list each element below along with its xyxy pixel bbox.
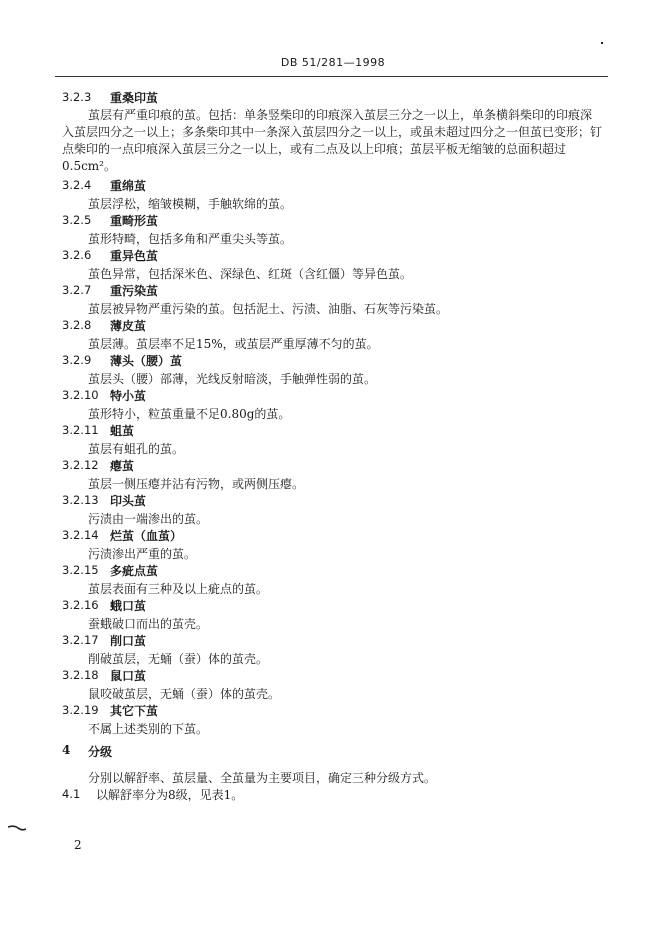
clause-number: 3.2.12: [62, 458, 99, 472]
page-number: 2: [74, 838, 82, 852]
clause-number: 3.2.13: [62, 493, 99, 507]
clause-description: 以解舒率分为8级，见表1。: [96, 788, 244, 802]
clause-description: 茧层头（腰）部薄，光线反射暗淡，手触弹性弱的茧。: [88, 372, 377, 386]
clause-number: 3.2.6: [62, 248, 92, 262]
clause-title: 削口茧: [110, 634, 147, 648]
clause-description: 污渍渗出严重的茧。: [88, 547, 197, 561]
clause-description: 茧层表面有三种及以上疵点的茧。: [88, 582, 269, 596]
clause-description: 茧层有蛆孔的茧。: [88, 442, 185, 456]
clause-title: 其它下茧: [110, 704, 159, 718]
clause-number: 3.2.8: [62, 318, 92, 332]
clause-title: 蛆茧: [110, 424, 135, 438]
scan-speck: [601, 42, 603, 44]
clause-title: 特小茧: [110, 389, 147, 403]
clause-description: 茧层一侧压瘪并沾有污物，或两侧压瘪。: [88, 477, 305, 491]
clause-description: 茧色异常，包括深米色、深绿色、红斑（含红僵）等异色茧。: [88, 267, 413, 281]
clause-title: 重异色茧: [110, 249, 159, 263]
clause-number: 3.2.3: [62, 90, 92, 104]
document-number-header: DB 51/281—1998: [280, 56, 386, 69]
clause-description: 蚕蛾破口而出的茧壳。: [88, 617, 209, 631]
clause-number: 3.2.5: [62, 213, 92, 227]
clause-number: 3.2.4: [62, 178, 92, 192]
clause-title: 鼠口茧: [110, 669, 147, 683]
clause-number: 3.2.16: [62, 598, 99, 612]
clause-text-line: 茧层有严重印痕的茧。包括：单条竖柴印的印痕深入茧层三分之一以上，单条横斜柴印的印痕深: [88, 108, 593, 122]
clause-description: 不属上述类别的下茧。: [88, 722, 209, 736]
clause-number: 3.2.10: [62, 388, 99, 402]
clause-number: 4.1: [62, 787, 81, 801]
clause-number: 3.2.15: [62, 563, 99, 577]
clause-description: 茧层薄。茧层率不足15%，或茧层严重厚薄不匀的茧。: [88, 337, 379, 351]
header-rule: [55, 76, 608, 77]
clause-text-line: 0.5cm²。: [62, 159, 116, 173]
clause-number: 3.2.19: [62, 703, 99, 717]
clause-title: 蛾口茧: [110, 599, 147, 613]
clause-description: 削破茧层，无蛹（蚕）体的茧壳。: [88, 652, 269, 666]
section-title: 分级: [88, 745, 113, 759]
clause-description: 污渍由一端渗出的茧。: [88, 512, 209, 526]
clause-title: 重污染茧: [110, 284, 159, 298]
clause-number: 3.2.7: [62, 283, 92, 297]
clause-title: 印头茧: [110, 494, 147, 508]
clause-number: 3.2.17: [62, 633, 99, 647]
clause-description: 茧层被异物严重污染的茧。包括泥土、污渍、油脂、石灰等污染茧。: [88, 302, 449, 316]
clause-title: 重桑印茧: [110, 91, 159, 105]
clause-title: 薄头（腰）茧: [110, 354, 183, 368]
clause-description: 茧层浮松，缩皱模糊，手触软绵的茧。: [88, 197, 293, 211]
section-number: 4: [62, 743, 71, 757]
clause-title: 多疵点茧: [110, 564, 159, 578]
clause-title: 烂茧（血茧）: [110, 529, 183, 543]
clause-title: 瘪茧: [110, 459, 135, 473]
clause-title: 重绵茧: [110, 179, 147, 193]
clause-number: 3.2.14: [62, 528, 99, 542]
clause-description: 茧形特小，粒茧重量不足0.80g的茧。: [88, 407, 291, 421]
clause-text-line: 点柴印的一点印痕深入茧层三分之一以上，或有二点及以上印痕；茧层平板无缩皱的总面积超过: [62, 142, 567, 156]
clause-text-line: 入茧层四分之一以上；多条柴印其中一条深入茧层四分之一以上，或虽未超过四分之一但茧已变形；钉: [62, 125, 603, 139]
clause-title: 薄皮茧: [110, 319, 147, 333]
scan-smudge: [8, 825, 26, 831]
clause-title: 重畸形茧: [110, 214, 159, 228]
clause-description: 茧形特畸，包括多角和严重尖头等茧。: [88, 232, 293, 246]
clause-number: 3.2.9: [62, 353, 92, 367]
section-intro: 分别以解舒率、茧层量、全茧量为主要项目，确定三种分级方式。: [88, 771, 437, 785]
clause-number: 3.2.11: [62, 423, 99, 437]
clause-number: 3.2.18: [62, 668, 99, 682]
clause-description: 鼠咬破茧层，无蛹（蚕）体的茧壳。: [88, 687, 281, 701]
